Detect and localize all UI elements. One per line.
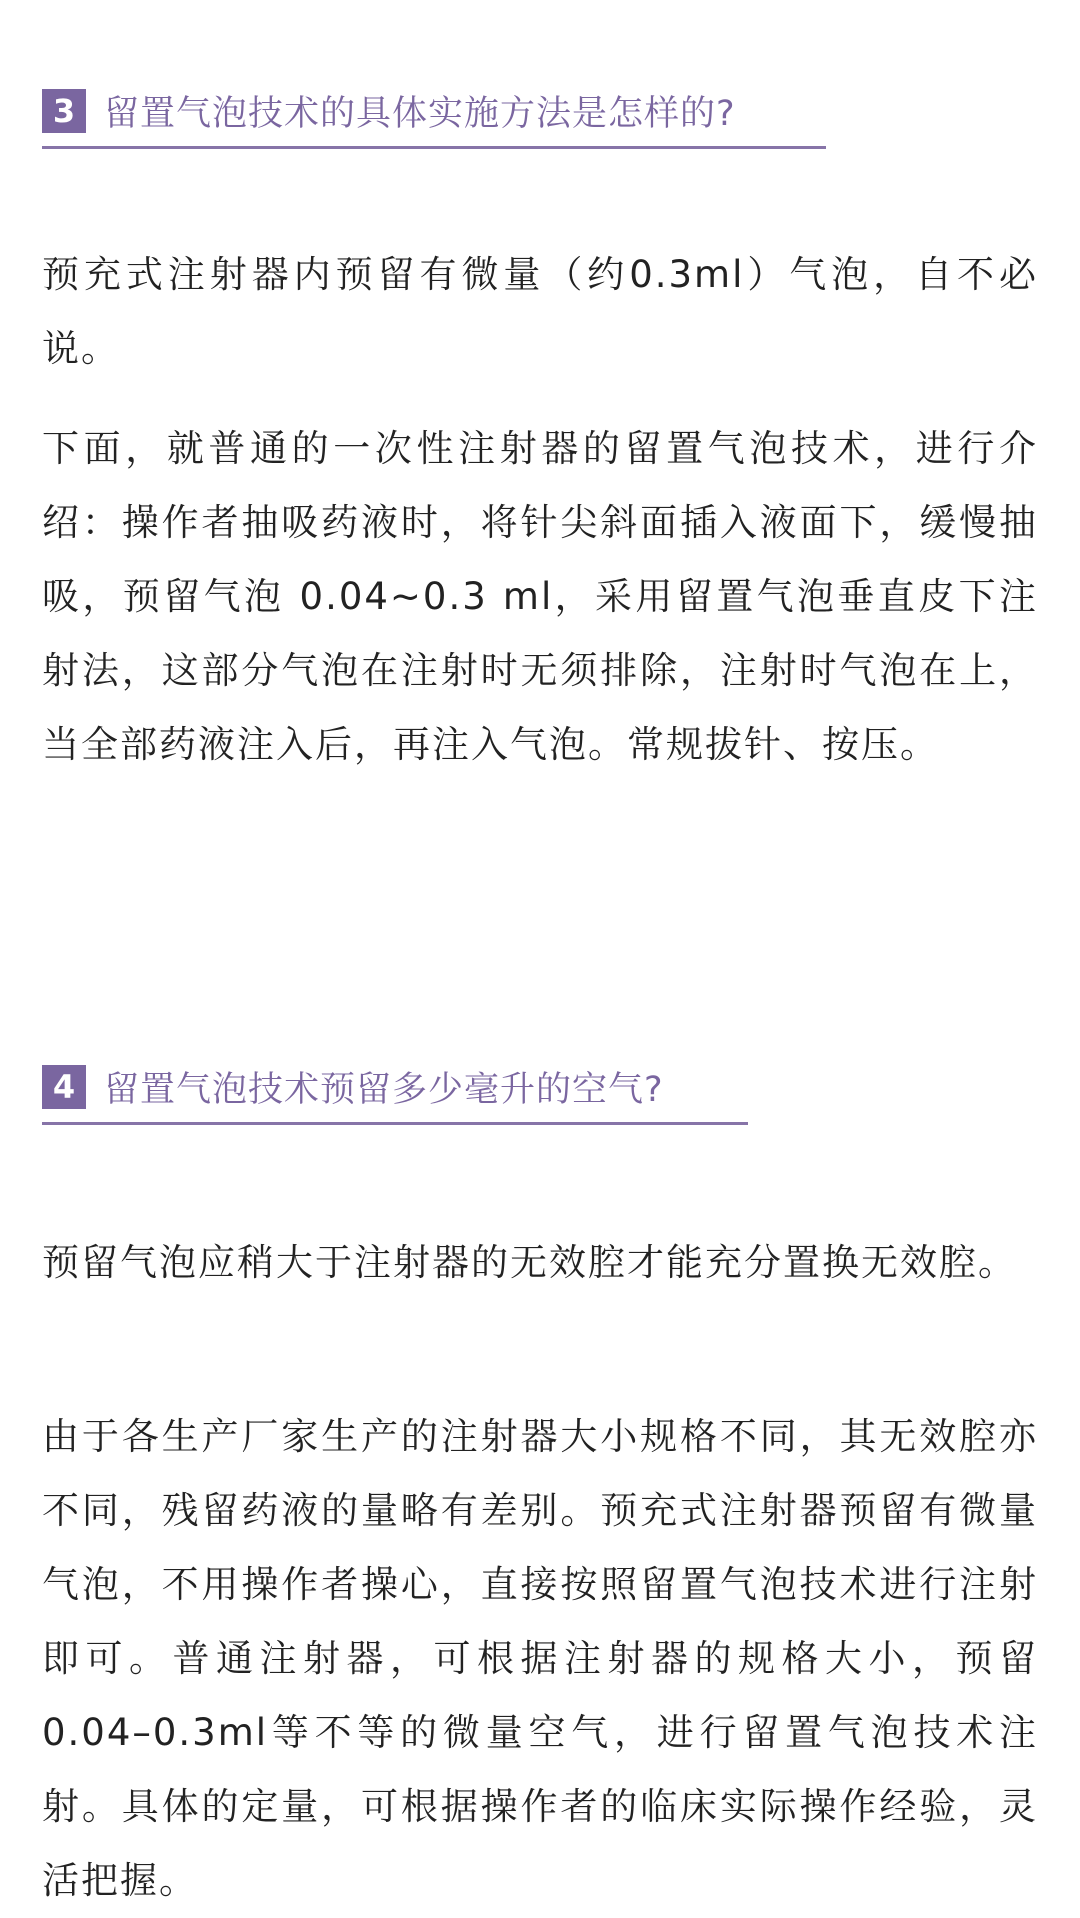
paragraph: 由于各生产厂家生产的注射器大小规格不同，其无效腔亦不同，残留药液的量略有差别。预充式注射器预留有微量气泡，不用操作者操心，直接按照留置气泡技术进行注射即可。普通注射器，可根据注射器的规格大小，预留0.04–0.3ml等不等的微量空气，进行留置气泡技术注射。具体的定量，可根据操作者的临床实际操作经验，灵活把握。 [42,1415,1038,1902]
paragraph: 预充式注射器内预留有微量（约0.3ml）气泡，自不必说。 [42,253,1038,370]
paragraph: 下面，就普通的一次性注射器的留置气泡技术，进行介绍：操作者抽吸药液时，将针尖斜面插入液面下，缓慢抽吸，预留气泡 0.04~0.3 ml，采用留置气泡垂直皮下注射法，这部分气泡在注射时无须排除，注射时气泡在上，当全部药液注入后，再注入气泡。常规拔针、按压。 [42,427,1038,766]
section-number-badge: 3 [42,89,86,133]
section-number-badge: 4 [42,1065,86,1109]
paragraph: 预留气泡应稍大于注射器的无效腔才能充分置换无效腔。 [42,1241,1017,1284]
section-title: 留置气泡技术预留多少毫升的空气? [104,1070,664,1110]
section-title: 留置气泡技术的具体实施方法是怎样的? [104,94,736,134]
section-4-heading [42,1062,748,1125]
section-3-heading [42,86,826,149]
